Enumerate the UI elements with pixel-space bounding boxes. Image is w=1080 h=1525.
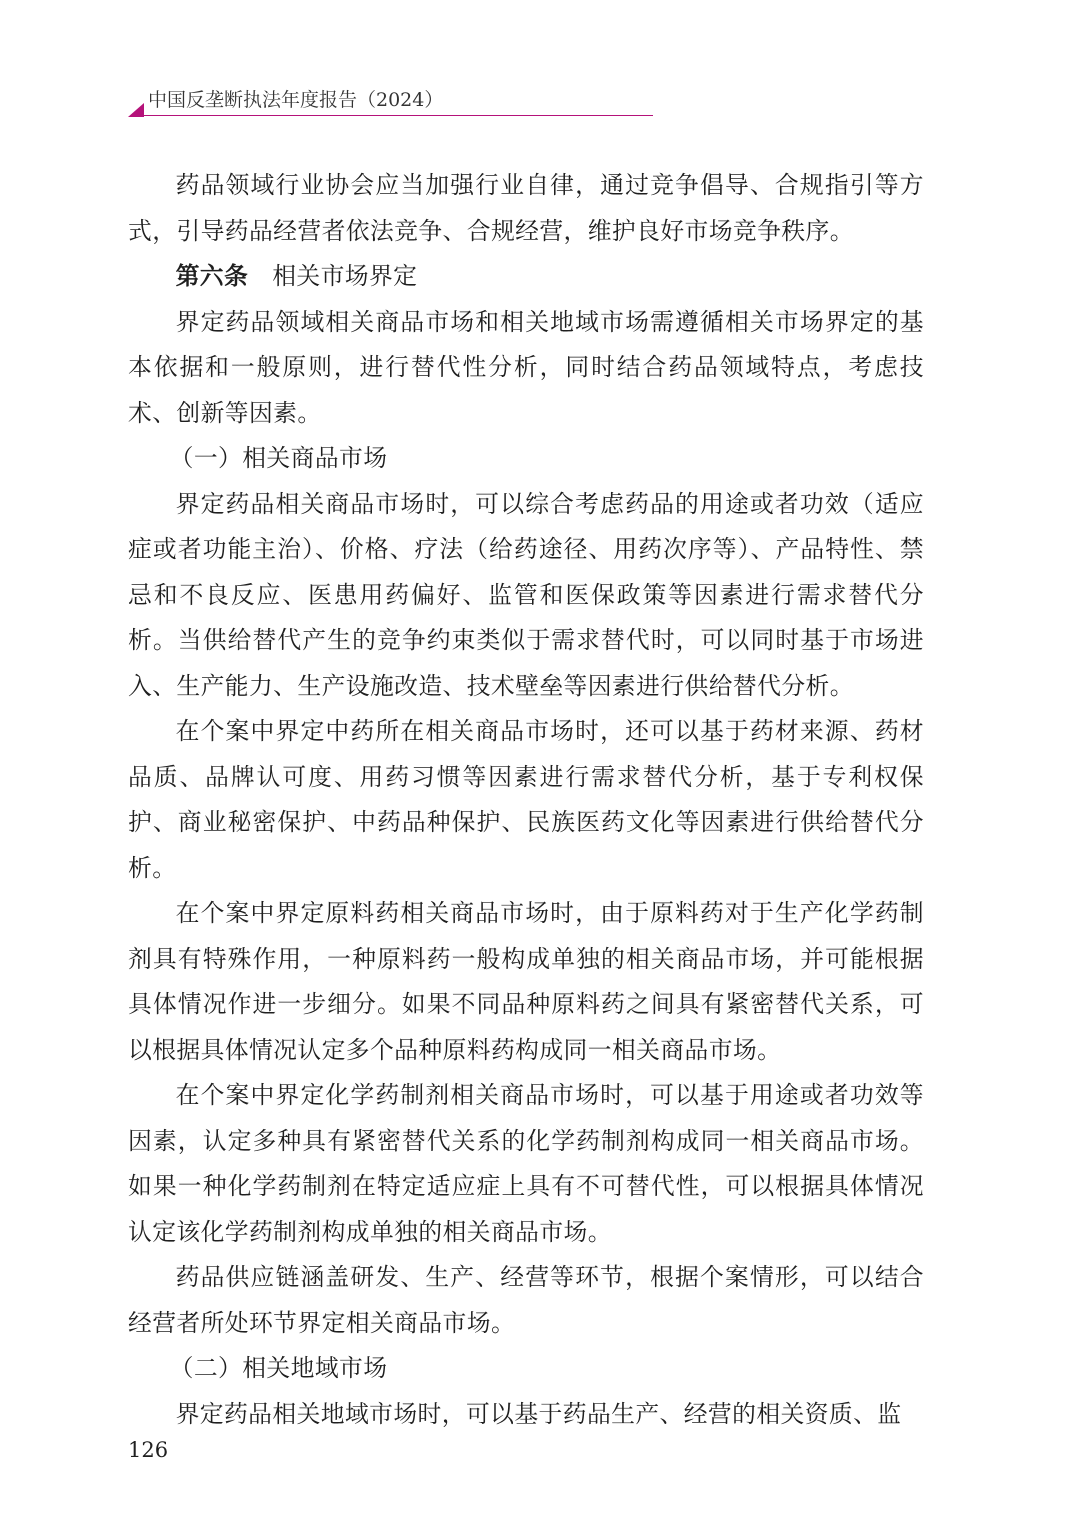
paragraph-tcm-market: 在个案中界定中药所在相关商品市场时，还可以基于药材来源、药材品质、品牌认可度、用药习惯等因素进行需求替代分析，基于专利权保护、商业秘密保护、中药品种保护、民族医药文化等因素进行供给替代分析。 bbox=[128, 717, 924, 882]
article-6-heading bbox=[128, 254, 924, 300]
page-body bbox=[128, 163, 924, 1437]
paragraph-api-market: 在个案中界定原料药相关商品市场时，由于原料药对于生产化学药制剂具有特殊作用，一种原料药一般构成单独的相关商品市场，并可能根据具体情况作进一步细分。如果不同品种原料药之间具有紧密替代关系，可以根据具体情况认定多个品种原料药构成同一相关商品市场。 bbox=[128, 899, 924, 1064]
header-triangle-icon bbox=[128, 103, 144, 117]
section-product-market-heading: （一）相关商品市场 bbox=[169, 444, 388, 472]
header-title: 中国反垄断执法年度报告（2024） bbox=[148, 89, 444, 111]
paragraph-geographic-market: 界定药品相关地域市场时，可以基于药品生产、经营的相关资质、监 bbox=[175, 1399, 902, 1428]
running-header bbox=[128, 88, 653, 118]
paragraph-supply-chain: 药品供应链涵盖研发、生产、经营等环节，根据个案情形，可以结合经营者所处环节界定相关商品市场。 bbox=[128, 1263, 924, 1337]
paragraph-chemical-preparation-market: 在个案中界定化学药制剂相关商品市场时，可以基于用途或者功效等因素，认定多种具有紧密替代关系的化学药制剂构成同一相关商品市场。如果一种化学药制剂在特定适应症上具有不可替代性，可以根据具体情况认定该化学药制剂构成单独的相关商品市场。 bbox=[128, 1081, 924, 1246]
page-number: 126 bbox=[128, 1438, 169, 1462]
article-6-title: 相关市场界定 bbox=[272, 262, 418, 290]
article-6-number: 第六条 bbox=[175, 262, 249, 290]
paragraph-association-self-discipline: 药品领域行业协会应当加强行业自律，通过竞争倡导、合规指引等方式，引导药品经营者依法竞争、合规经营，维护良好市场竞争秩序。 bbox=[128, 171, 924, 245]
header-rule bbox=[144, 115, 653, 116]
section-geographic-market-heading: （二）相关地域市场 bbox=[169, 1354, 388, 1382]
paragraph-product-market-factors: 界定药品相关商品市场时，可以综合考虑药品的用途或者功效（适应症或者功能主治）、价格、疗法（给药途径、用药次序等）、产品特性、禁忌和不良反应、医患用药偏好、监管和医保政策等因素进行需求替代分析。当供给替代产生的竞争约束类似于需求替代时，可以同时基于市场进入、生产能力、生产设施改造、技术壁垒等因素进行供给替代分析。 bbox=[128, 489, 924, 700]
paragraph-market-definition-basis: 界定药品领域相关商品市场和相关地域市场需遵循相关市场界定的基本依据和一般原则，进行替代性分析，同时结合药品领域特点，考虑技术、创新等因素。 bbox=[128, 307, 924, 427]
